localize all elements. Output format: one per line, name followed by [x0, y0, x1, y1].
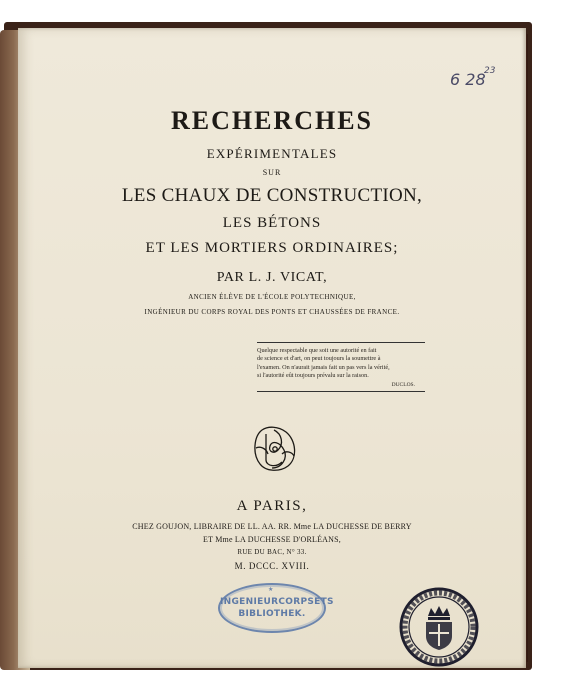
epigraph — [257, 342, 425, 392]
connector-word: SUR — [262, 168, 282, 177]
subject-line-1: LES CHAUX DE CONSTRUCTION, — [121, 185, 423, 206]
publication-year: M. DCCC. XVIII. — [234, 561, 310, 571]
pencil-note-small: 23 — [484, 66, 496, 76]
star-icon: ★ — [268, 586, 274, 593]
stamp-text-line-2: BIBLIOTHEK. — [238, 609, 306, 619]
epigraph-line: Quelque respectable que soit une autorité en fait — [257, 347, 377, 354]
author-line: PAR L. J. VICAT, — [216, 270, 328, 285]
publisher-address: RUE DU BAC, N° 33. — [237, 548, 307, 556]
printer-monogram-icon — [246, 420, 304, 478]
main-title: RECHERCHES — [170, 106, 374, 135]
author-credential-1: ANCIEN ÉLÈVE DE L'ÉCOLE POLYTECHNIQUE, — [188, 293, 356, 301]
epigraph-line: si l'autorité eût toujours prévalu sur la raison. — [257, 372, 369, 380]
author-credential-2: INGÉNIEUR DU CORPS ROYAL DES PONTS ET CHAUSSÉES DE FRANCE. — [144, 308, 400, 316]
stamp-text-line-1: INGENIEURCORPSETS — [220, 597, 334, 607]
publisher-line-2: ET Mme LA DUCHESSE D'ORLÉANS, — [203, 535, 341, 544]
subject-line-3: ET LES MORTIERS ORDINAIRES; — [145, 240, 399, 256]
epigraph-line: de science et d'art, on peut toujours la soumettre à — [257, 355, 381, 363]
subtitle: EXPÉRIMENTALES — [206, 146, 338, 161]
library-oval-stamp — [218, 583, 334, 633]
publisher-line-1: CHEZ GOUJON, LIBRAIRE DE LL. AA. RR. Mme LA DUCHESSE DE BERRY — [132, 522, 412, 531]
epigraph-line: l'examen. On n'aurait jamais fait un pas vers la vérité, — [257, 363, 390, 371]
title-page — [18, 28, 526, 668]
pencil-note: 6 28 — [450, 70, 486, 89]
epigraph-author: DUCLOS. — [391, 381, 415, 388]
subject-line-2: LES BÉTONS — [222, 215, 322, 231]
publication-city: A PARIS, — [236, 498, 308, 514]
royal-library-round-stamp-icon — [398, 586, 480, 668]
